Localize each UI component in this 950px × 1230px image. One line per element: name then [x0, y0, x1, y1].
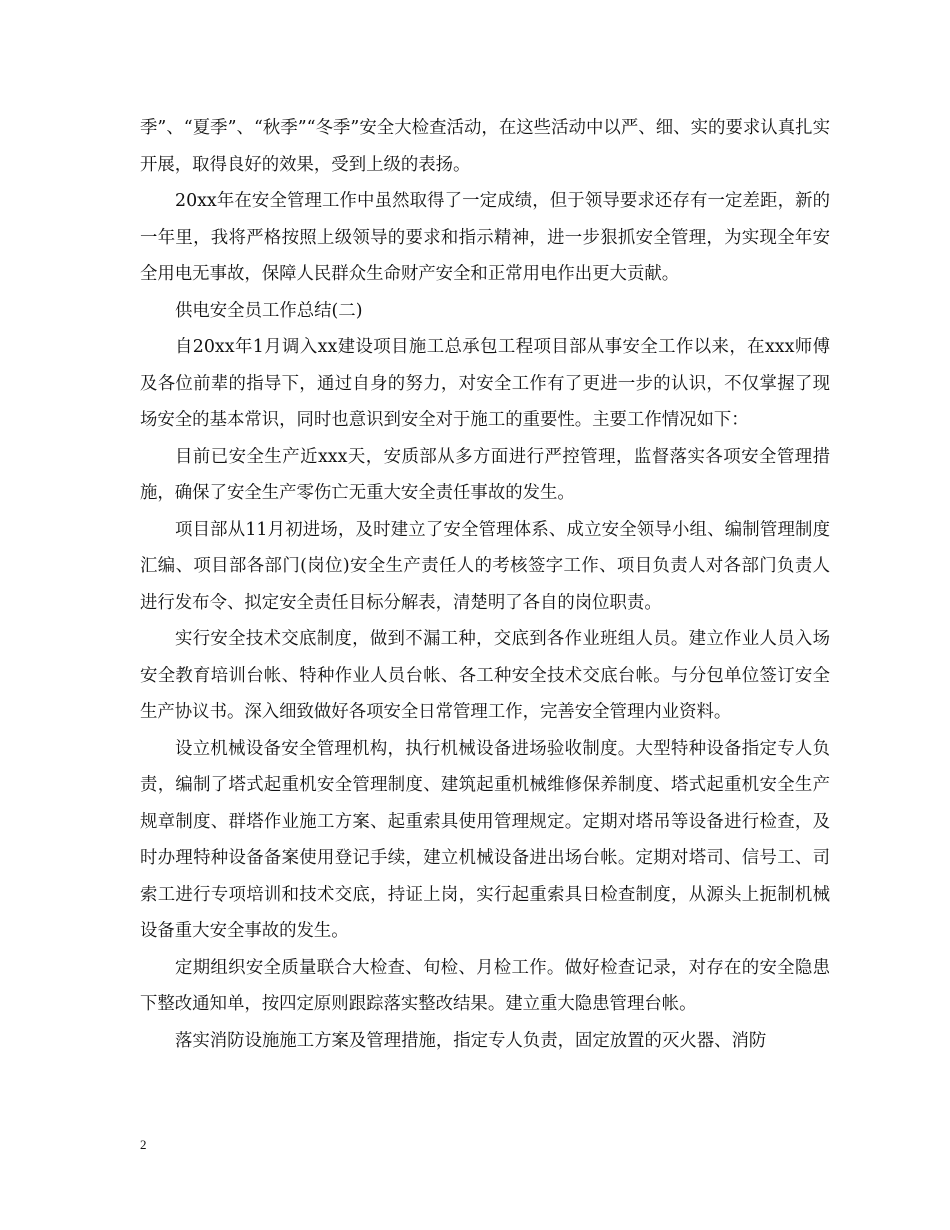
- paragraph-10: 落实消防设施施工方案及管理措施，指定专人负责，固定放置的灭火器、消防: [175, 1030, 767, 1051]
- paragraph-1: 季”、“夏季”、“秋季”“冬季”安全大检查活动，在这些活动中以严、细、实的要求认真扎实开展，取得良好的效果，受到上级的表扬。: [140, 118, 830, 175]
- page-number: 2: [140, 1137, 147, 1152]
- paragraph-8: 设立机械设备安全管理机构，执行机械设备进场验收制度。大型特种设备指定专人负责，编制了塔式起重机安全管理制度、建筑起重机械维修保养制度、塔式起重机安全生产规章制度、群塔作业施工方案、起重索具使用管理规定。定期对塔吊等设备进行检查，及时办理特种设备备案使用登记手续，建立机械设备进出场台帐。定期对塔司、信号工、司索工进行专项培训和技术交底，持证上岗，实行起重索具日检查制度，从源头上扼制机械设备重大安全事故的发生。: [140, 738, 830, 941]
- paragraph-7: 实行安全技术交底制度，做到不漏工种，交底到各作业班组人员。建立作业人员入场安全教育培训台帐、特种作业人员台帐、各工种安全技术交底台帐。与分包单位签订安全生产协议书。深入细致做好各项安全日常管理工作，完善安全管理内业资料。: [140, 629, 830, 722]
- paragraph-9: 定期组织安全质量联合大检查、旬检、月检工作。做好检查记录，对存在的安全隐患下整改通知单，按四定原则跟踪落实整改结果。建立重大隐患管理台帐。: [140, 957, 830, 1014]
- paragraph-5: 目前已安全生产近xxx天，安质部从多方面进行严控管理，监督落实各项安全管理措施，确保了安全生产零伤亡无重大安全责任事故的发生。: [140, 446, 830, 503]
- paragraph-4: 自20xx年1月调入xx建设项目施工总承包工程项目部从事安全工作以来，在xxx师傅及各位前辈的指导下，通过自身的努力，对安全工作有了更进一步的认识，不仅掌握了现场安全的基本常识，同时也意识到安全对于施工的重要性。主要工作情况如下：: [140, 337, 830, 430]
- document-body: [140, 110, 830, 1059]
- paragraph-2: 20xx年在安全管理工作中虽然取得了一定成绩，但于领导要求还存有一定差距，新的一年里，我将严格按照上级领导的要求和指示精神，进一步狠抓安全管理，为实现全年安全用电无事故，保障人民群众生命财产安全和正常用电作出更大贡献。: [140, 191, 830, 284]
- paragraph-6: 项目部从11月初进场，及时建立了安全管理体系、成立安全领导小组、编制管理制度汇编、项目部各部门(岗位)安全生产责任人的考核签字工作、项目负责人对各部门负责人进行发布令、拟定安全责任目标分解表，清楚明了各自的岗位职责。: [140, 519, 830, 613]
- section-heading: 供电安全员工作总结(二): [175, 300, 363, 321]
